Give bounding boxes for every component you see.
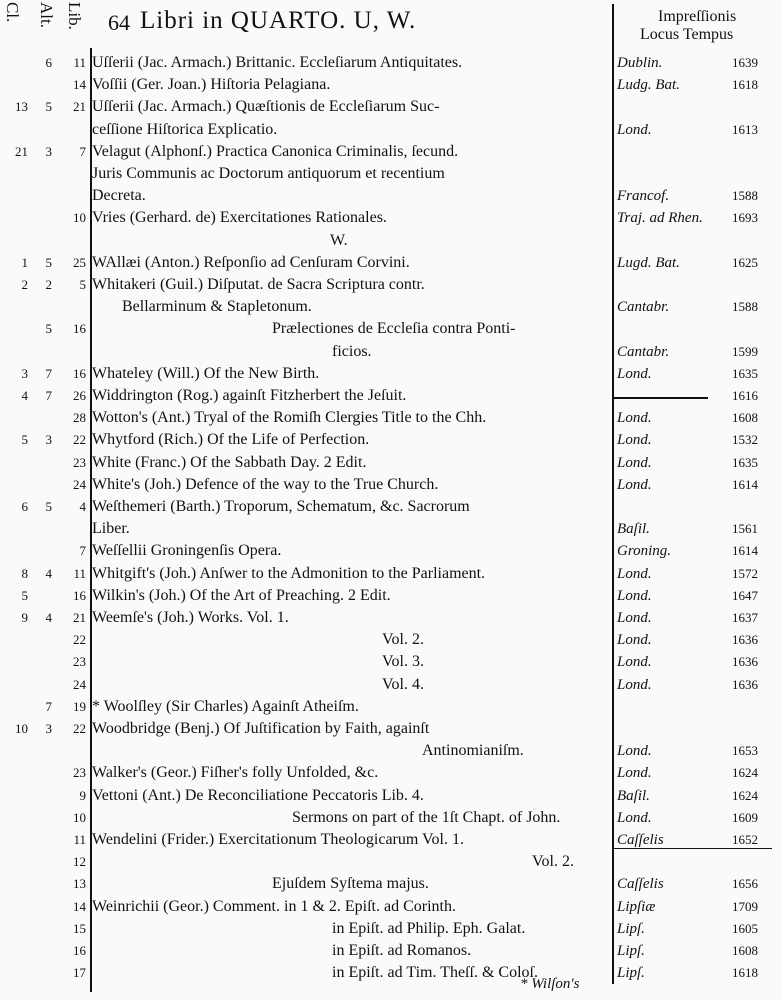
entry-text: WAllæi (Anton.) Reſponſio ad Cenſuram Corvini. — [92, 253, 410, 271]
place-of-printing: Baſil. — [617, 521, 650, 538]
year-of-printing: 1618 — [732, 965, 758, 981]
table-row — [0, 141, 783, 163]
cl-number: 10 — [15, 721, 28, 736]
lib-number: 13 — [73, 876, 86, 892]
alt-number: 7 — [45, 698, 52, 714]
lib-number: 22 — [73, 632, 86, 648]
entry-text: Whateley (Will.) Of the New Birth. — [92, 364, 320, 382]
table-row — [0, 740, 783, 762]
cl-number: 3 — [21, 365, 28, 381]
lib-number: 9 — [79, 787, 86, 803]
entry-text: Vol. 3. — [382, 653, 424, 671]
year-of-printing: 1609 — [732, 809, 758, 825]
place-of-printing: Lond. — [617, 632, 652, 649]
table-row — [0, 829, 783, 851]
place-of-printing: Lipſ. — [617, 920, 645, 937]
cl-number: 13 — [15, 99, 28, 115]
year-of-printing: 1588 — [732, 299, 758, 315]
place-of-printing: Cantabr. — [617, 299, 670, 316]
lib-number: 24 — [73, 476, 86, 492]
lib-number: 23 — [73, 654, 86, 670]
year-of-printing: 1637 — [732, 610, 758, 625]
place-of-printing: Francof. — [617, 188, 670, 205]
lib-number: 17 — [73, 965, 86, 981]
year-of-printing: 1656 — [732, 876, 758, 892]
place-of-printing: Lond. — [617, 454, 652, 471]
col-lib-heading: Lib. — [65, 2, 84, 30]
impressionis-label: Impreſſionis — [658, 8, 737, 25]
year-of-printing: 1608 — [732, 943, 758, 958]
table-row — [0, 718, 783, 740]
place-of-printing: Lond. — [617, 410, 652, 427]
lib-number: 10 — [73, 809, 86, 825]
table-row — [0, 429, 783, 451]
year-of-printing: 1639 — [732, 55, 758, 70]
lib-number: 15 — [73, 920, 86, 936]
place-of-printing: Lond. — [617, 610, 652, 626]
alt-number: 7 — [45, 388, 52, 403]
year-of-printing: 1614 — [732, 543, 758, 559]
table-row — [0, 185, 783, 207]
cl-number: 9 — [21, 610, 28, 625]
lib-number: 10 — [73, 210, 86, 226]
table-row — [0, 896, 783, 918]
entry-text: Vettoni (Ant.) De Reconciliatione Peccatoris Lib. 4. — [92, 786, 424, 804]
place-of-printing: Cantabr. — [617, 343, 670, 360]
cl-number: 4 — [21, 388, 28, 403]
entry-text: Vol. 2. — [532, 853, 574, 871]
lib-number: 21 — [73, 610, 86, 625]
year-of-printing: 1614 — [732, 476, 758, 492]
entry-text: Weinrichii (Geor.) Comment. in 1 & 2. Epiſt. ad Corinth. — [92, 897, 456, 915]
year-of-printing: 1532 — [732, 432, 758, 448]
entry-text: Bellarminum & Stapletonum. — [122, 298, 312, 316]
place-of-printing: Baſil. — [617, 787, 650, 804]
col-alt-heading: Alt. — [37, 2, 56, 28]
entry-text: Woodbridge (Benj.) Of Juſtification by Faith, againſt — [92, 720, 430, 737]
lib-number: 21 — [73, 99, 86, 115]
year-of-printing: 1709 — [732, 898, 758, 914]
table-row — [0, 585, 783, 607]
table-row — [0, 696, 783, 718]
place-of-printing: Lipſ. — [617, 943, 645, 959]
lib-number: 7 — [79, 543, 86, 559]
cl-number: 6 — [21, 499, 28, 514]
lib-number: 26 — [73, 388, 86, 403]
table-row — [0, 474, 783, 496]
place-of-printing: Groning. — [617, 543, 672, 560]
lib-number: 11 — [73, 832, 86, 847]
lib-number: 16 — [73, 943, 86, 958]
year-of-printing: 1625 — [732, 254, 758, 270]
table-row — [0, 318, 783, 340]
table-row — [0, 496, 783, 518]
alt-number: 6 — [45, 55, 52, 70]
entry-text: Widdrington (Rog.) againſt Fitzherbert the Jeſuit. — [92, 387, 407, 404]
cl-number: 1 — [21, 254, 28, 270]
entry-text: Walker's (Geor.) Fiſher's folly Unfolded, &c. — [92, 764, 379, 782]
alt-number: 3 — [45, 432, 52, 448]
entry-text: Prælectiones de Eccleſia contra Ponti- — [272, 320, 516, 338]
place-of-printing: Lipſ. — [617, 965, 645, 982]
year-of-printing: 1647 — [732, 587, 758, 603]
lib-number: 23 — [73, 454, 86, 470]
table-row — [0, 119, 783, 141]
table-row — [0, 851, 783, 873]
place-of-printing: Lond. — [617, 565, 652, 582]
lib-number: 16 — [73, 587, 86, 603]
place-of-printing: Lond. — [617, 765, 652, 782]
year-of-printing: 1605 — [732, 920, 758, 936]
cl-number: 5 — [21, 432, 28, 448]
place-of-printing: Ludg. Bat. — [617, 77, 680, 94]
entry-text: Wilkin's (Joh.) Of the Art of Preaching. 2 Edit. — [92, 586, 391, 604]
entry-text: Antinomianiſm. — [422, 742, 524, 760]
catchword: * Wilſon's — [520, 976, 580, 992]
entry-text: Vol. 2. — [382, 631, 424, 649]
entry-text: in Epiſt. ad Tim. Theſſ. & Coloſ. — [332, 964, 538, 982]
table-row — [0, 540, 783, 562]
table-row — [0, 207, 783, 229]
lib-number: 11 — [73, 565, 86, 581]
entry-text: Uſſerii (Jac. Armach.) Quæſtionis de Eccleſiarum Suc- — [92, 98, 440, 116]
lib-number: 12 — [73, 854, 86, 870]
table-row — [0, 274, 783, 296]
table-row — [0, 230, 783, 252]
entry-text: Whitakeri (Guil.) Diſputat. de Sacra Scriptura contr. — [92, 276, 425, 293]
alt-number: 7 — [45, 365, 52, 381]
entry-text: in Epiſt. ad Philip. Eph. Galat. — [332, 919, 526, 937]
place-of-printing: Lond. — [617, 676, 652, 693]
alt-number: 2 — [45, 277, 52, 292]
table-row — [0, 807, 783, 829]
year-of-printing: 1561 — [732, 521, 758, 537]
year-of-printing: 1652 — [732, 832, 758, 847]
locus-tempus-label: Locus Tempus — [640, 26, 734, 43]
year-of-printing: 1653 — [732, 743, 758, 759]
alt-number: 3 — [45, 721, 52, 736]
table-row — [0, 918, 783, 940]
entry-text: Whitgift's (Joh.) Anſwer to the Admonition to the Parliament. — [92, 564, 486, 582]
entry-text: Decreta. — [92, 187, 146, 205]
impression-heading — [640, 8, 736, 44]
table-row — [0, 940, 783, 962]
place-of-printing: Lond. — [617, 432, 652, 449]
cl-number: 21 — [15, 143, 28, 159]
lib-number: 16 — [73, 365, 86, 381]
page-title: Libri in QUARTO. U, W. — [140, 7, 417, 34]
entry-text: Juris Communis ac Doctorum antiquorum et recentium — [92, 165, 445, 182]
year-of-printing: 1635 — [732, 365, 758, 381]
table-row — [0, 96, 783, 118]
place-of-printing: Caſſelis — [617, 876, 664, 893]
year-of-printing: 1572 — [732, 565, 758, 581]
place-of-printing: Traj. ad Rhen. — [617, 210, 703, 227]
entry-text: Uſſerii (Jac. Armach.) Brittanic. Eccleſiarum Antiquitates. — [92, 54, 463, 71]
place-of-printing: Dublin. — [617, 55, 663, 71]
place-of-printing: Lipſiæ — [617, 898, 656, 915]
entry-text: Sermons on part of the 1ſt Chapt. of John. — [292, 808, 561, 826]
table-row — [0, 873, 783, 895]
table-row — [0, 296, 783, 318]
entry-text: ficios. — [332, 342, 372, 360]
table-row — [0, 785, 783, 807]
entry-text: in Epiſt. ad Romanos. — [332, 942, 472, 959]
year-of-printing: 1618 — [732, 77, 758, 93]
entry-text: Weemſe's (Joh.) Works. Vol. 1. — [92, 609, 289, 626]
year-of-printing: 1635 — [732, 454, 758, 470]
year-of-printing: 1588 — [732, 188, 758, 204]
table-row — [0, 962, 783, 984]
entry-text: * Woolſley (Sir Charles) Againſt Atheiſm. — [92, 697, 359, 715]
lib-number: 19 — [73, 698, 86, 714]
alt-number: 4 — [45, 565, 52, 581]
year-of-printing: 1693 — [732, 210, 758, 226]
table-row — [0, 518, 783, 540]
entry-text: Vries (Gerhard. de) Exercitationes Rationales. — [92, 209, 387, 227]
entry-text: Weſſellii Groningenſis Opera. — [92, 542, 282, 560]
lib-number: 7 — [79, 143, 86, 159]
year-of-printing: 1599 — [732, 343, 758, 359]
table-row — [0, 363, 783, 385]
cl-number: 8 — [21, 565, 28, 581]
lib-number: 22 — [73, 432, 86, 448]
table-row — [0, 341, 783, 363]
lib-number: 25 — [73, 254, 86, 270]
table-row — [0, 607, 783, 629]
place-of-printing: Lond. — [617, 121, 652, 138]
entry-text: White's (Joh.) Defence of the way to the True Church. — [92, 475, 439, 493]
place-of-printing: Lond. — [617, 809, 652, 826]
entry-text: Voſſii (Ger. Joan.) Hiſtoria Pelagiana. — [92, 76, 331, 94]
lib-number: 5 — [79, 277, 86, 292]
table-row — [0, 651, 783, 673]
place-of-printing: Lond. — [617, 476, 652, 493]
lib-number: 14 — [73, 77, 86, 93]
year-of-printing: 1616 — [732, 388, 758, 403]
lib-number: 22 — [73, 721, 86, 736]
table-row — [0, 163, 783, 185]
table-row — [0, 762, 783, 784]
lib-number: 16 — [73, 321, 86, 337]
table-row — [0, 674, 783, 696]
place-of-printing: Lond. — [617, 365, 652, 382]
place-of-printing: Lond. — [617, 743, 652, 760]
table-row — [0, 452, 783, 474]
entry-text: Velagut (Alphonſ.) Practica Canonica Criminalis, ſecund. — [92, 142, 459, 160]
entry-text: Liber. — [92, 520, 130, 538]
alt-number: 3 — [45, 143, 52, 159]
alt-number: 5 — [45, 99, 52, 115]
entry-text: White (Franc.) Of the Sabbath Day. 2 Edit. — [92, 453, 367, 471]
table-row — [0, 407, 783, 429]
year-of-printing: 1613 — [732, 121, 758, 137]
entry-text: Wotton's (Ant.) Tryal of the Romiſh Clergies Title to the Chh. — [92, 409, 487, 427]
lib-number: 11 — [73, 55, 86, 70]
entry-text: W. — [330, 231, 348, 249]
alt-number: 4 — [45, 610, 52, 625]
year-of-printing: 1624 — [732, 765, 758, 781]
alt-number: 5 — [45, 321, 52, 337]
place-of-printing: Lond. — [617, 654, 652, 671]
entry-text: Weſthemeri (Barth.) Troporum, Schematum, &c. Sacrorum — [92, 498, 470, 515]
place-of-printing: Lond. — [617, 587, 652, 604]
year-of-printing: 1636 — [732, 676, 758, 692]
entry-text: Wendelini (Frider.) Exercitationum Theologicarum Vol. 1. — [92, 831, 464, 848]
lib-number: 24 — [73, 676, 86, 692]
table-row — [0, 252, 783, 274]
entry-text: Vol. 4. — [382, 675, 424, 693]
table-row — [0, 52, 783, 74]
year-of-printing: 1636 — [732, 632, 758, 648]
year-of-printing: 1624 — [732, 787, 758, 803]
entry-text: Whytford (Rich.) Of the Life of Perfection. — [92, 431, 370, 449]
table-row — [0, 563, 783, 585]
cl-number: 5 — [21, 587, 28, 603]
table-row — [0, 385, 783, 407]
place-of-printing: Lugd. Bat. — [617, 254, 680, 271]
table-row — [0, 629, 783, 651]
cl-number: 2 — [21, 277, 28, 292]
lib-number: 4 — [79, 499, 86, 514]
alt-number: 5 — [45, 499, 52, 514]
place-of-printing: Caſſelis — [617, 832, 664, 848]
col-cl-heading: Cl. — [3, 2, 22, 23]
year-of-printing: 1636 — [732, 654, 758, 670]
lib-number: 28 — [73, 410, 86, 426]
lib-number: 14 — [73, 898, 86, 914]
table-row — [0, 74, 783, 96]
alt-number: 5 — [45, 254, 52, 270]
entry-text: Ejuſdem Syſtema majus. — [272, 875, 429, 893]
page-number: 64 — [108, 10, 130, 35]
entry-text: ceſſione Hiſtorica Explicatio. — [92, 120, 278, 138]
year-of-printing: 1608 — [732, 410, 758, 426]
lib-number: 23 — [73, 765, 86, 781]
